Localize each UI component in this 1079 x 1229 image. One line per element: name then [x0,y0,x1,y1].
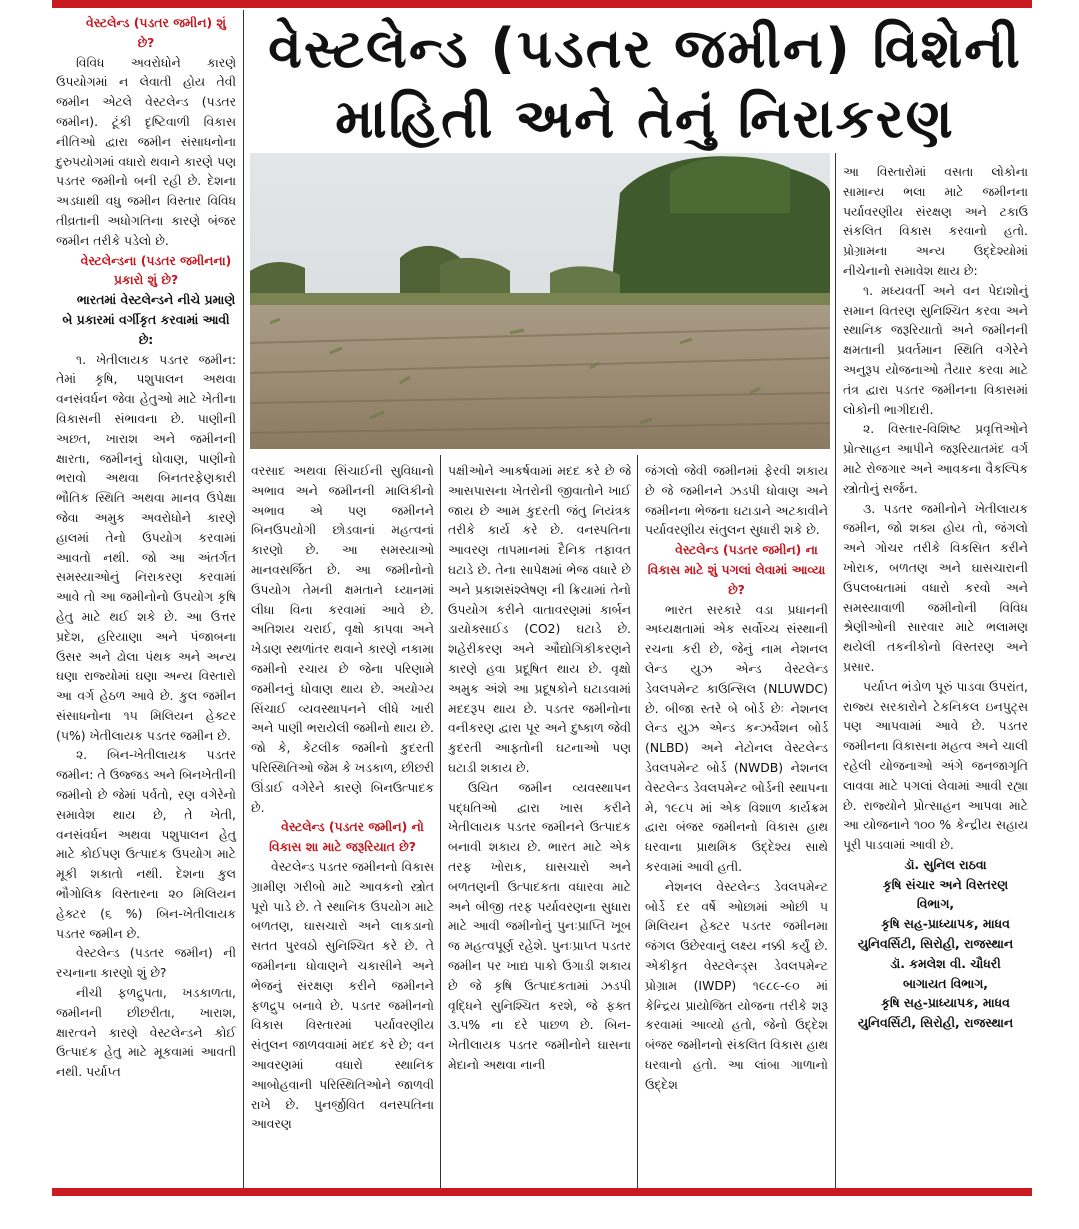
paragraph: વેસ્ટલેન્ડ (પડતર જમીન) ની રચનાના કારણો શું છે? [56,945,236,981]
article-column-3 [448,461,631,1075]
paragraph: ઉચિત જમીન વ્યવસ્થાપન પદ્ધતિઓ દ્વારા ખાસ કરીને ખેતીલાયક પડતર જમીનને ઉત્પાદક બનાવી શકાય છે. ભારત માટે એક તરફ ખોરાક, ઘાસચારો અને બળતણની ઉત્પાદકતા વધારવા માટે અને બીજી તરફ પર્યાવરણના સુધારા માટે આવી જમીનોનું પુનઃપ્રાપ્તિ ખૂબ જ મહત્વપૂર્ણ રહેશે. પુનઃપ્રાપ્ત પડતર જમીન પર ખાદ્ય પાકો ઉગાડી શકાય છે જે કૃષિ ઉત્પાદકતામાં ઝડપી વૃદ્ધિને સુનિશ્ચિત કરશે, જે ફક્ત ૩.૫% ના દરે પાછળ છે. બિન-ખેતીલાયક પડતર જમીનોને ઘાસના મેદાનો અથવા નાની [448,779,631,1072]
paragraph: વિવિધ અવરોધોને કારણે ઉપયોગમાં ન લેવાતી હોય તેવી જમીન એટલે વેસ્ટલેન્ડ (પડતર જમીન). ટૂંકી દૃષ્ટિવાળી વિકાસ નીતિઓ દ્વારા જમીન સંસાધનોના દુરુપયોગમાં વધારો થવાને કારણે પણ પડતર જમીનો બની રહી છે. દેશના અડધાથી વધુ જમીન વિસ્તાર વિવિધ તીવ્રતાની અધોગતિના કારણે બંજર જમીન તરીકે પડેલો છે. [56,54,236,248]
paragraph: પક્ષીઓને આકર્ષવામાં મદદ કરે છે જે આસપાસના ખેતરોની જીવાતોને ખાઈ જાય છે આમ કુદરતી જંતુ નિયંત્રક તરીકે કાર્ય કરે છે. વનસ્પતિના આવરણ તાપમાનમાં દૈનિક તફાવત ઘટાડે છે. તેના સાપેક્ષમાં ભેજ વધારે છે અને પ્રકાશસંશ્લેષણ ની ક્રિયામાં તેનો ઉપયોગ કરીને વાતાવરણમાં કાર્બન ડાયોક્સાઈડ (CO2) ઘટાડે છે. શહેરીકરણ અને ઔદ્યોગિકીકરણને કારણે હવા પ્રદૂષિત થાય છે. વૃક્ષો અમુક અંશે આ પ્રદૂષકોને ઘટાડવામાં મદદરૂપ થાય છે. પડતર જમીનોના વનીકરણ દ્વારા પૂર અને દુષ્કાળ જેવી કુદરતી આફતોની ઘટનાઓ પણ ઘટાડી શકાય છે. [448,463,631,775]
paragraph: ૧. મધ્યવર્તી અને વન પેદાશોનું સમાન વિતરણ સુનિશ્ચિત કરવા અને સ્થાનિક જરૂરિયાતો અને જમીનની ક્ષમતાની પ્રવર્તમાન સ્થિતિ વગેરેને અનુરૂપ યોજનાઓ તૈયાર કરવા માટે તંત્ર દ્વારા પડતર જમીનના વિકાસમાં લોકોની ભાગીદારી. [843,282,1028,417]
paragraph: આ વિસ્તારોમાં વસતા લોકોના સામાન્ય ભલા માટે જમીનના પર્યાવરણીય સંરક્ષણ અને ટકાઉ સંકલિત વિકાસ કરવાનો હતો. પ્રોગ્રામના અન્ય ઉદ્દેશ્યોમાં નીચેનાનો સમાવેશ થાય છે: [843,164,1028,278]
subheading: ભારતમાં વેસ્ટલેન્ડને નીચે પ્રમાણે બે પ્રકારમાં વર્ગીકૃત કરવામાં આવી છે: [62,292,236,347]
paragraph: ૧. ખેતીલાયક પડતર જમીન: તેમાં કૃષિ, પશુપાલન અથવા વનસંવર્ધન જેવા હેતુઓ માટે ખેતીના વિકાસની સંભાવના છે. પાણીની અછત, ખારાશ અને જમીનની ક્ષારતા, જમીનનું ધોવાણ, પાણીનો ભરાવો અથવા બિનતરફેણકારી ભૌતિક સ્થિતિ અથવા માનવ ઉપેક્ષા જેવા અમુક અવરોધોને કારણે હાલમાં તેનો ઉપયોગ કરવામાં આવતો નથી. જો આ અંતર્ગત સમસ્યાઓનું નિરાકરણ કરવામાં આવે તો આ જમીનોનો ઉપયોગ કૃષિ હેતુ માટે થઈ શકે છે. આ ઉત્તર પ્રદેશ, હરિયાણા અને પંજાબના ઉસર અને ઢોલા પંથક અને અન્ય ઘણા રાજ્યોમાં ઘણા અન્ય વિસ્તારો આ વર્ગ હેઠળ આવે છે. કુલ જમીન સંસાધનોના ૧૫ મિલિયન હેક્ટર (૫%) ખેતીલાયક પડતર જમીન છે. [56,351,236,743]
column-divider [243,10,244,1188]
article-headline [250,14,1040,154]
column-divider [637,455,638,1188]
article-column-1 [56,13,236,1082]
paragraph: ભારત સરકારે વડા પ્રધાનની અધ્યક્ષતામાં એક સર્વોચ્ચ સંસ્થાની રચના કરી છે, જેનું નામ નેશનલ લેન્ડ યુઝ એન્ડ વેસ્ટલેન્ડ ડેવલપમેન્ટ કાઉન્સિલ (NLUWDC) છે. બીજા સ્તરે બે બોર્ડ છેઃ નેશનલ લેન્ડ યુઝ એન્ડ કન્ઝર્વેશન બોર્ડ (NLBD) અને નેટોનલ વેસ્ટલેન્ડ ડેવલપમેન્ટ બોર્ડ (NWDB) નેશનલ વેસ્ટલેન્ડ ડેવલપમેન્ટ બોર્ડની સ્થાપના મે, ૧૯૮૫ માં એક વિશાળ કાર્યક્રમ દ્વારા બંજર જમીનનો વિકાસ હાથ ધરવાના પ્રાથમિક ઉદ્દેશ્ય સાથે કરવામાં આવી હતી. [645,601,828,874]
article-column-2 [251,461,434,1134]
section-heading: વેસ્ટલેન્ડ (પડતર જમીન) ના વિકાસ માટે શું પગલાં લેવામાં આવ્યા છે? [647,542,826,597]
paragraph: ૨. બિન-ખેતીલાયક પડતર જમીન: તે ઉજ્જડ અને બિનખેતીની જમીનો છે જેમાં પર્વતો, રણ વગેરેનો સમાવેશ થાય છે, તે ખેતી, વનસંવર્ધન અથવા પશુપાલન હેતુ માટે કોઈપણ ઉત્પાદક ઉપયોગ માટે મૂકી શકાતો નથી. દેશના કુલ ભૌગોલિક વિસ્તારના ૨૦ મિલિયન હેક્ટર (૬ %) બિન-ખેતીલાયક પડતર જમીન છે. [56,747,236,941]
section-heading: વેસ્ટલેન્ડ (પડતર જમીન) શું છે? [86,15,226,50]
top-color-bar [52,0,1032,8]
paragraph: પર્યાપ્ત ભંડોળ પૂરું પાડવા ઉપરાંત, રાજ્ય સરકારોને ટેકનિકલ ઇનપુટ્સ પણ આપવામાં આવે છે. પડતર જમીનના વિકાસના મહત્વ અને ચાલી રહેલી યોજનાઓ અંગે જનજાગૃતિ લાવવા માટે પગલાં લેવામાં આવી રહ્યા છે. રાજ્યોને પ્રોત્સાહન આપવા માટે આ યોજનાને ૧૦૦ % કેન્દ્રીય સહાય પૂરી પાડવામાં આવી છે. [843,678,1028,853]
article-column-5 [843,162,1028,1033]
bottom-color-bar [52,1188,1032,1196]
author-department: કૃષિ સંચાર અને વિસ્તરણ વિભાગ, [882,876,1009,912]
paragraph: ૨. વિસ્તાર-વિશિષ્ટ પ્રવૃત્તિઓને પ્રોત્સાહન આપીને જરૂરિયાતમંદ વર્ગ માટે રોજગાર અને આવકના વૈકલ્પિક સ્ત્રોતોનું સર્જન. [843,421,1028,496]
paragraph: જંગલો જેવી જમીનમાં ફેરવી શકાય છે જે જમીનને ઝડપી ધોવાણ અને જમીનના ભેજના ઘટાડાને અટકાવીને પર્યાવરણીય સંતુલન સુધારી શકે છે. [645,463,828,538]
photo-illustration [250,153,830,449]
headline-line-2: માહિતી અને તેનું નિરાકરણ [335,87,955,150]
author-name: ડૉ. કમલેશ વી. ચૌધરી [890,955,1001,971]
article-column-4 [645,461,828,1095]
section-heading: વેસ્ટલેન્ડ (પડતર જમીન) નો વિકાસ શા માટે જરૂરિયાત છે? [269,819,424,855]
author-affiliation: કૃષિ સહ-પ્રાધ્યાપક, માધવ યુનિવર્સિટી, સિરોહી, રાજસ્થાન [857,995,1014,1031]
author-affiliation: કૃષિ સહ-પ્રાધ્યાપક, માધવ યુનિવર્સિટી, સિરોહી, રાજસ્થાન [857,916,1014,952]
author-name: ડૉ. સુનિલ રાઠવા [904,856,987,872]
paragraph: નીચી ફળદ્રુપતા, ખડકાળતા, જમીનની છીછરીતા, ખારાશ, ક્ષારત્વને કારણે વેસ્ટલેન્ડને કોઈ ઉત્પાદક હેતુ માટે મૂકવામાં આવતી નથી. પર્યાપ્ત [56,985,236,1080]
section-heading: વેસ્ટલેન્ડના (પડતર જમીનના) પ્રકારો શું છે? [80,252,232,288]
wasteland-field-photo [250,153,830,449]
paragraph: નેશનલ વેસ્ટલેન્ડ ડેવલપમેન્ટ બોર્ડે દર વર્ષે ઓછામાં ઓછી ૫ મિલિયન હેક્ટર પડતર જમીનમા જંગલ ઉછેરવાનું લક્ષ્ય નક્કી કર્યું છે. એકીકૃત વેસ્ટલેન્ડ્સ ડેવલપમેન્ટ પ્રોગ્રામ (IWDP) ૧૯૮૯-૯૦ માં કેન્દ્રિય પ્રાયોજિત યોજના તરીકે શરૂ કરવામાં આવ્યો હતો, જેનો ઉદ્દેશ બંજર જમીનનો સંકલિત વિકાસ હાથ ધરવાનો હતો. આ લાંબા ગાળાનો ઉદ્દેશ [645,878,828,1092]
paragraph: ૩. પડતર જમીનોને ખેતીલાયક જમીન, જો શક્ય હોય તો, જંગલો અને ગોચર તરીકે વિકસિત કરીને ખોરાક, બળતણ અને ઘાસચારાની ઉપલબ્ધતામાં વધારો કરવો અને સમસ્યાવાળી જમીનોની વિવિધ શ્રેણીઓની સારવાર માટે ભલામણ થયેલી તકનીકોનો વિસ્તરણ અને પ્રસાર. [843,500,1028,674]
headline-line-1: વેસ્ટલેન્ડ (પડતર જમીન) વિશેની [268,17,1022,80]
paragraph: વરસાદ અથવા સિંચાઈની સુવિધાનો અભાવ અને જમીનની માલિકીનો અભાવ એ પણ જમીનને બિનઉપયોગી છોડવાનાં મહત્વનાં કારણો છે. આ સમસ્યાઓ માનવસર્જિત છે. આ જમીનોનો ઉપયોગ તેમની ક્ષમતાને ધ્યાનમાં લીધા વિના કરવામાં આવે છે. અતિશય ચરાઈ, વૃક્ષો કાપવા અને ખેડાણ સ્થળાંતર થવાને કારણે નકામા જમીનો રચાય છે જેના પરિણામે જમીનનું ધોવાણ થાય છે. અયોગ્ય સિંચાઈ વ્યવસ્થાપનને લીધે ખારી અને પાણી ભરાયેલી જમીનો થાય છે. જો કે, કેટલીક જમીનો કુદરતી પરિસ્થિતિઓ જેમ કે ખડકાળ, છીછરી ઊંડાઈ વગેરેને કારણે બિનઉત્પાદક છે. [251,463,434,815]
author-department: બાગાયત વિભાગ, [903,975,988,991]
column-divider [440,455,441,1188]
column-divider [835,153,836,1188]
paragraph: વેસ્ટલેન્ડ પડતર જમીનનો વિકાસ ગ્રામીણ ગરીબો માટે આવકનો સ્ત્રોત પૂરો પાડે છે. તે સ્થાનિક ઉપયોગ માટે બળતણ, ઘાસચારો અને લાકડાનો સતત પુરવઠો સુનિશ્ચિત કરે છે. તે જમીનના ધોવાણને ચકાસીને અને ભેજનું સંરક્ષણ કરીને જમીનને ફળદ્રુપ બનાવે છે. પડતર જમીનનો વિકાસ વિસ્તારમાં પર્યાવરણીય સંતુલન જાળવવામાં મદદ કરે છે; વન આવરણમાં વધારો સ્થાનિક આબોહવાની પરિસ્થિતિઓને જાળવી રાખે છે. પુનર્જીવિત વનસ્પતિના આવરણ [251,858,434,1132]
